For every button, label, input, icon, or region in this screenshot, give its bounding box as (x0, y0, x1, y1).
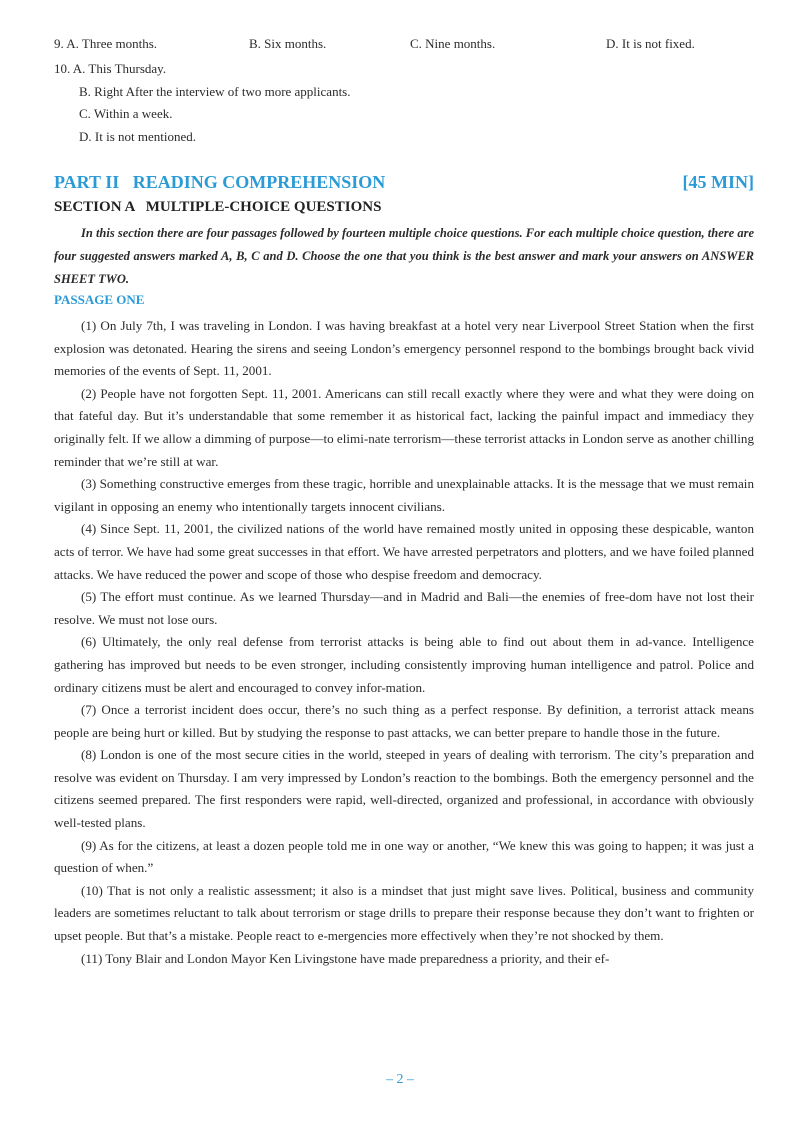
q9-option-a: 9. A. Three months. (54, 36, 158, 51)
part-title: PART II READING COMPREHENSION (54, 172, 386, 192)
q10-option-c: C. Within a week. (79, 106, 173, 121)
paragraph: (5) The effort must continue. As we learned Thursday—and in Madrid and Bali—the enemies of free-dom have not lost their resolve. We must not lose ours. (54, 589, 754, 627)
passage-body (54, 315, 754, 970)
paragraph: (3) Something constructive emerges from these tragic, horrible and unexplainable attacks. It is the message that we must remain vigilant in opposing an enemy who intentionally targets innocent civilians. (54, 476, 754, 514)
paragraph: (2) People have not forgotten Sept. 11, 2001. Americans can still recall exactly where they were and what they were doing on that fateful day. But it’s understandable that some remember it as historical fact, lacking the painful impact and immediacy they originally felt. If we allow a dimming of purpose—to elimi-nate terrorism—these terrorist attacks in London serve as another chilling reminder that we’re still at war. (54, 385, 754, 469)
paragraph: (10) That is not only a realistic assessment; it also is a mindset that just might save lives. Political, business and community leaders are sometimes reluctant to talk about terrorism or stage drills to prepare their response because they don’t want to frighten or upset people. But that’s a mistake. People react to e-mergencies more effectively when they’re not shocked by them. (54, 882, 754, 944)
part-heading (54, 172, 754, 196)
section-title: SECTION A MULTIPLE-CHOICE QUESTIONS (54, 199, 382, 215)
question-10-options (54, 58, 351, 148)
paragraph: (8) London is one of the most secure cities in the world, steeped in years of dealing with terrorism. The city’s preparation and resolve was evident on Thursday. I am very impressed by London’s reaction to the bombings. Both the emergency personnel and the citizens seemed prepared. The first responders were rapid, well-directed, organized and professional, in accordance with obviously well-tested plans. (54, 747, 754, 831)
paragraph: (9) As for the citizens, at least a dozen people told me in one way or another, “We knew this was going to happen; it was just a question of when.” (54, 837, 754, 876)
q10-option-b: B. Right After the interview of two more applicants. (79, 83, 351, 99)
passage-label: PASSAGE ONE (54, 292, 145, 307)
paragraph: (4) Since Sept. 11, 2001, the civilized nations of the world have remained mostly united in opposing these despicable, wanton acts of terror. We have had some great successes in that effort. We have arrested perpetrators and plotters, and we have foiled planned attacks. We have reduced the power and scope of those who despise freedom and democracy. (54, 521, 754, 582)
q9-option-d: D. It is not fixed. (606, 36, 695, 51)
question-9-options (54, 36, 774, 54)
part-time-limit: [45 MIN] (682, 172, 754, 192)
paragraph: (6) Ultimately, the only real defense from terrorist attacks is being able to find out about them in ad-vance. Intelligence gathering has improved but needs to be even stronger, including consistently improving human intelligence and patrol. Police and ordinary citizens must be alert and encouraged to convey infor-mation. (54, 634, 754, 695)
page-number: – 2 – (386, 1072, 414, 1087)
paragraph: (7) Once a terrorist incident does occur, there’s no such thing as a perfect response. By definition, a terrorist attack means people are being hurt or killed. But by studying the response to past attacks, we can better prepare to handle those in the future. (54, 702, 754, 740)
q9-option-c: C. Nine months. (410, 36, 496, 51)
paragraph: (11) Tony Blair and London Mayor Ken Livingstone have made preparedness a priority, and their ef- (81, 950, 610, 966)
section-instructions: In this section there are four passages followed by fourteen multiple choice questions. For each multiple choice question, there are four suggested answers marked A, B, C and D. Choose the one that you think is the best answer and mark your answers on ANSWER SHEET TWO. (54, 226, 754, 286)
paragraph: (1) On July 7th, I was traveling in London. I was having breakfast at a hotel very near Liverpool Street Station when the first explosion was detonated. Hearing the sirens and seeing London’s emergency personnel respond to the bombings brought back vivid memories of the events of Sept. 11, 2001. (54, 318, 754, 379)
q10-option-a: 10. A. This Thursday. (54, 61, 167, 76)
q9-option-b: B. Six months. (249, 36, 327, 51)
q10-option-d: D. It is not mentioned. (79, 128, 196, 144)
